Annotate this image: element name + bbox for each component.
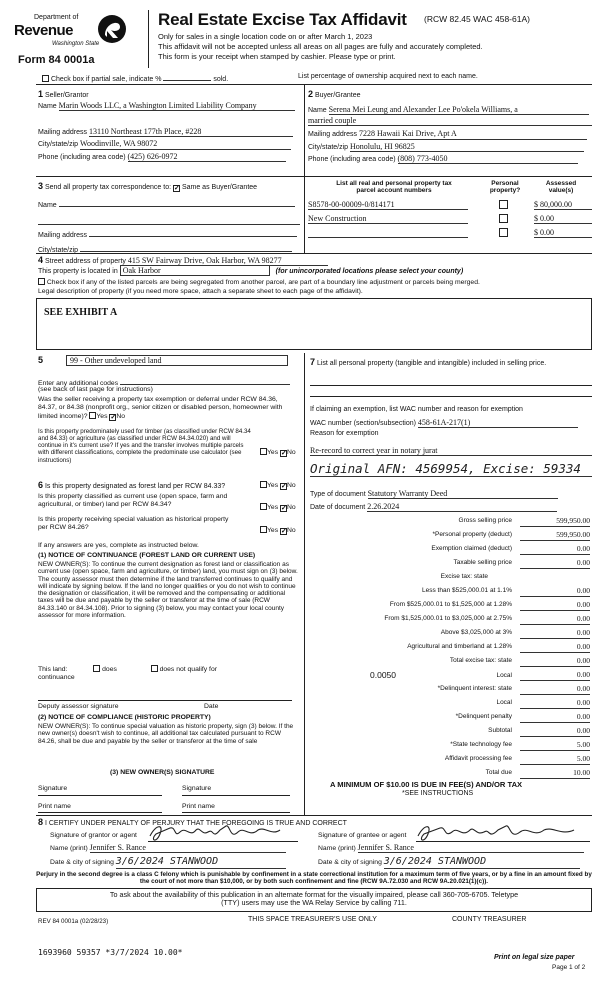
agricultural-label: Agricultural and timberland at 1.28% <box>407 643 512 650</box>
county-treasurer-label: COUNTY TREASURER <box>452 916 527 923</box>
timber-no-checkbox[interactable]: ✓ <box>280 450 287 457</box>
dept-logo-block <box>6 8 136 68</box>
personal-property-checkbox[interactable] <box>499 200 508 209</box>
segregated-row <box>38 278 480 287</box>
rule-4 <box>36 815 592 816</box>
rule-mid-2 <box>304 353 305 815</box>
legal-desc-label: Legal description of property (if you need more space, attach a separate sheet to each page of the affidavit). <box>38 288 363 295</box>
deputy-date-label: Date <box>204 703 219 710</box>
property-address-row: 4 Street address of property 415 SW Fairway Drive, Oak Harbor, WA 98277 <box>38 255 328 266</box>
forest-yes-checkbox[interactable] <box>260 481 267 488</box>
timber-question: Is this property predominately used for timber (as classified under RCW 84.34 and 84.33) or agriculture (as classified under RCW 84.34.020) and will continue in it's current use? If yes and the transfer involves multiple parcels with different classifications, complete the predominate use calculator (see instructions) <box>38 428 251 464</box>
perjury-notice: Perjury in the second degree is a class C felony which is punishable by confinement in a state correctional institution for a maximum term of five years, or by a fine in an amount fixed by the court of not more than $10,000, or by both such confinement and fine (RCW 9A.72.030 and RCW 9A.20.021(1)(c)). <box>36 871 592 886</box>
current-use-answer: Yes ✓No <box>260 503 296 512</box>
additional-codes-field[interactable] <box>120 377 290 385</box>
total-due-value[interactable]: 10.00 <box>520 769 590 779</box>
partial-sale-checkbox[interactable] <box>42 75 49 82</box>
personal-property-deduct-value[interactable]: 599,950.00 <box>520 531 590 541</box>
legal-paper-note: Print on legal size paper <box>494 954 575 961</box>
table-row <box>308 228 592 240</box>
buyer-name-label: Name <box>308 107 327 115</box>
partial-sold-label: sold. <box>213 76 229 83</box>
current-use-no-checkbox[interactable]: ✓ <box>280 505 287 512</box>
exemption-deduct-label: Exemption claimed (deduct) <box>431 545 512 552</box>
notice-continuance-body: NEW OWNER(S): To continue the current designation as forest land or classification as current use (open space, farm and agriculture, or timber) land, you must sign on (3) below. The county assessor must then determine if the land transferred continues to qualify and will indicate by signing below. If the land no longer qualifies or you do not wish to continue the designation or classification, it will be removed and the compensating or additional taxes will be due and payable by the seller or transferor at the time of sale (RCW 84.33.140 or 84.34.108). Prior to signing (3) below, you may contact your local county assessor for more information. <box>38 561 298 619</box>
buyer-heading: 2 Buyer/Grantee <box>308 89 361 99</box>
current-use-yes-checkbox[interactable] <box>260 503 267 510</box>
subtitle-3: This form is your receipt when stamped by cashier. Please type or print. <box>158 52 396 61</box>
delinquent-interest-state-label: *Delinquent interest: state <box>437 685 512 692</box>
washington-state-text: Washington State <box>52 41 100 47</box>
doc-type-field[interactable]: Statutory Warranty Deed <box>368 489 558 499</box>
local-excise-value[interactable]: 0.00 <box>520 671 590 681</box>
seller-city-field[interactable]: Woodinville, WA 98072 <box>80 139 291 149</box>
revenue-logo-icon <box>96 13 128 45</box>
buyer-phone-label: Phone (including area code) <box>308 155 396 163</box>
new-owner-signature-line-1[interactable] <box>38 795 162 796</box>
parcels-col-account-header: List all real and personal property tax parcel account numbers <box>336 180 452 195</box>
corr-mailing-field[interactable] <box>89 228 297 237</box>
seller-phone-field[interactable]: (425) 626-0972 <box>128 152 286 162</box>
form-revision: REV 84 0001a (02/28/23) <box>38 918 109 925</box>
tier-3-label: From $1,525,000.01 to $3,025,000 at 2.75% <box>384 615 512 622</box>
seller-city-label: City/state/zip <box>38 141 79 149</box>
continuance-label: continuance <box>38 674 75 681</box>
buyer-section <box>308 89 592 164</box>
forest-no-checkbox[interactable]: ✓ <box>280 483 287 490</box>
grantor-date-field[interactable]: 3/6/2024 STANWOOD <box>116 856 286 869</box>
unincorporated-note: (for unincorporated locations please select your county) <box>275 268 464 275</box>
assessed-value-field[interactable]: $ 0.00 <box>534 214 592 224</box>
grantor-name-row: Name (print) Jennifer S. Rance <box>50 843 286 853</box>
new-owner-signature-line-2[interactable] <box>182 795 290 796</box>
rule-2 <box>36 176 592 177</box>
minimum-fee-note: A MINIMUM OF $10.00 IS DUE IN FEE(S) AND/OR TAX <box>330 780 523 789</box>
doc-date-row: Date of document 2.26.2024 <box>310 502 557 512</box>
taxable-price-value[interactable]: 0.00 <box>520 559 590 569</box>
tier-1-value[interactable]: 0.00 <box>520 587 590 597</box>
personal-property-deduct-label: *Personal property (deduct) <box>432 531 512 538</box>
tier-2-label: From $525,000.01 to $1,525,000 at 1.28% <box>389 601 512 608</box>
accessibility-box <box>36 888 592 912</box>
print-name-line-1[interactable] <box>38 812 162 813</box>
reason-field[interactable]: Re-record to correct year in notary jurat <box>310 446 592 456</box>
reason-label: Reason for exemption <box>310 430 379 437</box>
form-number: Form 84 0001a <box>18 54 95 66</box>
processing-fee-label: Affidavit processing fee <box>444 755 512 762</box>
tier-3-value[interactable]: 0.00 <box>520 615 590 625</box>
certify-statement: 8 I CERTIFY UNDER PENALTY OF PERJURY THAT THE FOREGOING IS TRUE AND CORRECT <box>38 817 347 827</box>
deputy-signature-line[interactable] <box>38 700 292 701</box>
current-use-question: Is this property classified as current use (open space, farm and agricultural, or timber) land per RCW 84.34? <box>38 493 228 508</box>
delinquent-interest-local-label: Local <box>496 699 512 706</box>
print-name-label-2: Print name <box>182 803 215 810</box>
agricultural-value[interactable]: 0.00 <box>520 643 590 653</box>
forest-question: 6 Is this property designated as forest land per RCW 84.33? <box>38 480 226 490</box>
land-does-not-checkbox[interactable] <box>151 665 158 672</box>
seller-name-field[interactable]: Marin Woods LLC, a Washington Limited Liability Company <box>59 101 295 111</box>
notice-compliance-title: (2) NOTICE OF COMPLIANCE (HISTORIC PROPERTY) <box>38 714 211 721</box>
partial-sale-percent-field[interactable] <box>163 73 211 81</box>
tier-1-label: Less than $525,000.01 at 1.1% <box>422 587 512 594</box>
tier-4-label: Above $3,025,000 at 3% <box>440 629 512 636</box>
personal-property-line-2[interactable] <box>310 396 592 397</box>
this-land-row: This land: does does not qualify for <box>38 666 217 673</box>
assessed-value-field[interactable]: $ 0.00 <box>534 228 592 238</box>
seller-mailing-field[interactable]: 13110 Northeast 177th Place, #228 <box>89 127 293 137</box>
corr-mailing-label: Mailing address <box>38 232 88 240</box>
segregated-label: Check box if any of the listed parcels are being segregated from another parcel, are part of a boundary line adjustment or parcels being merged. <box>46 279 480 286</box>
personal-property-line-1[interactable] <box>310 385 592 386</box>
historic-yes-checkbox[interactable] <box>260 526 267 533</box>
page-number: Page 1 of 2 <box>552 964 586 971</box>
new-owner-signature-title: (3) NEW OWNER(S) SIGNATURE <box>110 769 215 776</box>
historic-answer: Yes ✓No <box>260 526 296 535</box>
gross-price-label: Gross selling price <box>458 517 512 524</box>
accessibility-line-1: To ask about the availability of this publication in an alternate format for the visually impaired, please call 360-705-6705. Teletype <box>109 890 519 899</box>
buyer-name-field-2[interactable]: married couple <box>308 116 592 126</box>
header-divider <box>148 10 149 68</box>
additional-codes-label: Enter any additional codes <box>38 377 290 388</box>
form-title: Real Estate Excise Tax Affidavit <box>158 10 407 29</box>
street-field[interactable]: 415 SW Fairway Drive, Oak Harbor, WA 98277 <box>128 256 328 266</box>
processing-fee-value[interactable]: 5.00 <box>520 755 590 765</box>
personal-property-checkbox[interactable] <box>499 214 508 223</box>
accessibility-line-2: (TTY) users may use the WA Relay Service by calling 711. <box>221 898 407 908</box>
street-label: Street address of property <box>44 258 126 265</box>
doc-date-field[interactable]: 2.26.2024 <box>367 502 557 512</box>
located-label: This property is located in <box>38 268 118 275</box>
parcel-account-field[interactable]: New Construction <box>308 214 468 224</box>
doc-type-row: Type of document Statutory Warranty Deed <box>310 489 558 499</box>
grantee-date-row: Date & city of signing 3/6/2024 STANWOOD <box>318 856 580 869</box>
tax-computation <box>310 517 592 797</box>
correspondence-label: Send all property tax correspondence to: <box>44 184 172 191</box>
taxable-price-label: Taxable selling price <box>453 559 512 566</box>
correspondence-section: 3 Send all property tax correspondence to: ✓ Same as Buyer/Grantee Name Mailing address City/state/zip <box>38 181 300 255</box>
deputy-signature-label: Deputy assessor signature <box>38 703 119 710</box>
legal-desc-text: SEE EXHIBIT A <box>44 307 118 318</box>
grantee-date-field[interactable]: 3/6/2024 STANWOOD <box>384 856 580 869</box>
exemption-no-checkbox[interactable]: ✓ <box>110 413 117 421</box>
grantee-signature-label: Signature of grantee or agent <box>318 832 407 839</box>
section-5-number: 5 <box>38 355 44 365</box>
signature-label-2: Signature <box>182 785 212 792</box>
land-does-checkbox[interactable] <box>93 665 100 672</box>
print-name-label-1: Print name <box>38 803 71 810</box>
personal-property-label: 7 List all personal property (tangible and intangible) included in selling price. <box>310 357 547 367</box>
grantor-date-row: Date & city of signing 3/6/2024 STANWOOD <box>50 856 286 869</box>
ownership-note: List percentage of ownership acquired next to each name. <box>298 73 478 80</box>
buyer-city-field[interactable]: Honolulu, HI 96825 <box>350 142 584 152</box>
subtitle-2: This affidavit will not be accepted unless all areas on all pages are fully and accurately completed. <box>158 42 483 51</box>
see-instructions-note: *SEE INSTRUCTIONS <box>402 790 474 797</box>
technology-fee-label: *State technology fee <box>450 741 512 748</box>
location-row <box>38 265 463 276</box>
parcels-col-personal-header: Personal property? <box>489 180 521 195</box>
buyer-city-label: City/state/zip <box>308 143 349 151</box>
treasurer-use-label: THIS SPACE TREASURER'S USE ONLY <box>248 916 377 923</box>
timber-answer: Yes ✓No <box>260 448 296 457</box>
handwritten-original-afn[interactable]: Original AFN: 4569954, Excise: 59334 <box>310 462 592 477</box>
technology-fee-value[interactable]: 5.00 <box>520 741 590 751</box>
signature-label-1: Signature <box>38 785 68 792</box>
total-due-label: Total due <box>485 769 512 776</box>
segregated-checkbox[interactable] <box>38 278 45 285</box>
parcels-col-value-header: Assessed value(s) <box>545 180 577 195</box>
corr-name-field[interactable] <box>59 198 295 207</box>
dept-of-text: Department of <box>34 14 79 21</box>
same-as-buyer-label: Same as Buyer/Grantee <box>181 184 258 191</box>
seller-section <box>38 89 300 162</box>
legal-desc-box[interactable] <box>36 298 592 350</box>
buyer-name-field-1[interactable]: Serena Mei Leung and Alexander Lee Po'okela Williams, a <box>329 105 589 115</box>
table-row <box>308 214 592 226</box>
subtotal-value[interactable]: 0.00 <box>520 727 590 737</box>
seller-phone-label: Phone (including area code) <box>38 153 126 161</box>
form-title-ref: (RCW 82.45 WAC 458-61A) <box>424 14 530 24</box>
seller-name-label: Name <box>38 103 57 111</box>
corr-city-field[interactable] <box>80 243 292 252</box>
gross-price-value[interactable]: 599,950.00 <box>520 517 590 527</box>
rule-mid-1 <box>304 84 305 254</box>
grantor-signature-label: Signature of grantor or agent <box>50 832 137 839</box>
assessed-value-field[interactable]: $ 80,000.00 <box>534 200 592 210</box>
rule-top <box>36 84 592 85</box>
grantee-name-row: Name (print) Jennifer S. Rance <box>318 843 584 853</box>
parcel-account-field[interactable]: S8578-00-00009-0/814171 <box>308 200 468 210</box>
excise-state-heading: Excise tax: state <box>440 573 488 580</box>
wac-number-field[interactable]: 458-61A-217(1) <box>418 418 578 428</box>
seller-mailing-label: Mailing address <box>38 129 88 137</box>
exemption-deduct-value[interactable]: 0.00 <box>520 545 590 555</box>
local-excise-label: Local <box>496 672 512 679</box>
local-rate: 0.0050 <box>370 670 396 680</box>
subtitle-1: Only for sales in a single location code on or after March 1, 2023 <box>158 32 373 41</box>
grantor-name-field[interactable]: Jennifer S. Rance <box>90 843 286 853</box>
total-excise-state-value[interactable]: 0.00 <box>520 657 590 667</box>
treasurer-receipt-stamp: 1693960 59357 *3/7/2024 10.00* <box>38 948 183 957</box>
delinquent-interest-state-value[interactable]: 0.00 <box>520 685 590 695</box>
tier-4-value[interactable]: 0.00 <box>520 629 590 639</box>
forest-answer: Yes ✓No <box>260 481 296 490</box>
notice-continuance-title: (1) NOTICE OF CONTINUANCE (FOREST LAND OR CURRENT USE) <box>38 552 256 559</box>
total-excise-state-label: Total excise tax: state <box>449 657 512 664</box>
if-yes-note: If any answers are yes, complete as instructed below. <box>38 542 199 549</box>
land-use-select[interactable]: 99 - Other undeveloped land <box>66 355 288 366</box>
revenue-wordmark: Revenue <box>14 22 74 39</box>
print-name-line-2[interactable] <box>182 812 290 813</box>
delinquent-penalty-value[interactable]: 0.00 <box>520 713 590 723</box>
tier-2-value[interactable]: 0.00 <box>520 601 590 611</box>
buyer-phone-field[interactable]: (808) 773-4050 <box>398 154 578 164</box>
buyer-mailing-field[interactable]: 7228 Hawaii Kai Drive, Apt A <box>359 129 587 139</box>
personal-property-checkbox[interactable] <box>499 228 508 237</box>
partial-sale-row <box>42 73 228 84</box>
parcel-account-field[interactable] <box>308 228 468 238</box>
rule-3 <box>36 253 592 254</box>
historic-question: Is this property receiving special valuation as historical property per RCW 84.26? <box>38 516 229 531</box>
timber-yes-checkbox[interactable] <box>260 448 267 455</box>
codes-instructions: (see back of last page for instructions) <box>38 386 153 393</box>
exemption-question: Was the seller receiving a property tax exemption or deferral under RCW 84.36, 84.37, or 84.38 (nonprofit org., senior citizen or disabled person, homeowner with limited income)? Yes ✓No <box>38 396 283 421</box>
corr-name-label: Name <box>38 202 57 210</box>
historic-no-checkbox[interactable]: ✓ <box>280 528 287 535</box>
exemption-claim-label: If claiming an exemption, list WAC number and reason for exemption <box>310 406 523 413</box>
buyer-mailing-label: Mailing address <box>308 131 358 139</box>
corr-name-field-2[interactable] <box>38 216 300 225</box>
grantee-signature-image <box>414 822 590 844</box>
table-row <box>308 200 592 212</box>
grantee-name-field[interactable]: Jennifer S. Rance <box>358 843 584 853</box>
delinquent-interest-local-value[interactable]: 0.00 <box>520 699 590 709</box>
corr-city-label: City/state/zip <box>38 247 79 255</box>
partial-sale-label: Check box if partial sale, indicate % <box>50 76 162 83</box>
grantor-signature-image <box>146 822 296 844</box>
delinquent-penalty-label: *Delinquent penalty <box>455 713 512 720</box>
same-as-buyer-checkbox[interactable]: ✓ <box>174 185 180 192</box>
location-select[interactable]: Oak Harbor <box>120 265 270 276</box>
seller-heading: 1 Seller/Grantor <box>38 89 89 99</box>
wac-row: WAC number (section/subsection) 458-61A-217(1) <box>310 418 578 428</box>
subtotal-label: Subtotal <box>488 727 512 734</box>
notice-compliance-body: NEW OWNER(S): To continue special valuation as historic property, sign (3) below. If the new owner(s) doesn't wish to continue, all additional tax calculated pursuant to RCW 84.26, shall be due and payable by the seller or transferor at the time of sale <box>38 723 294 745</box>
